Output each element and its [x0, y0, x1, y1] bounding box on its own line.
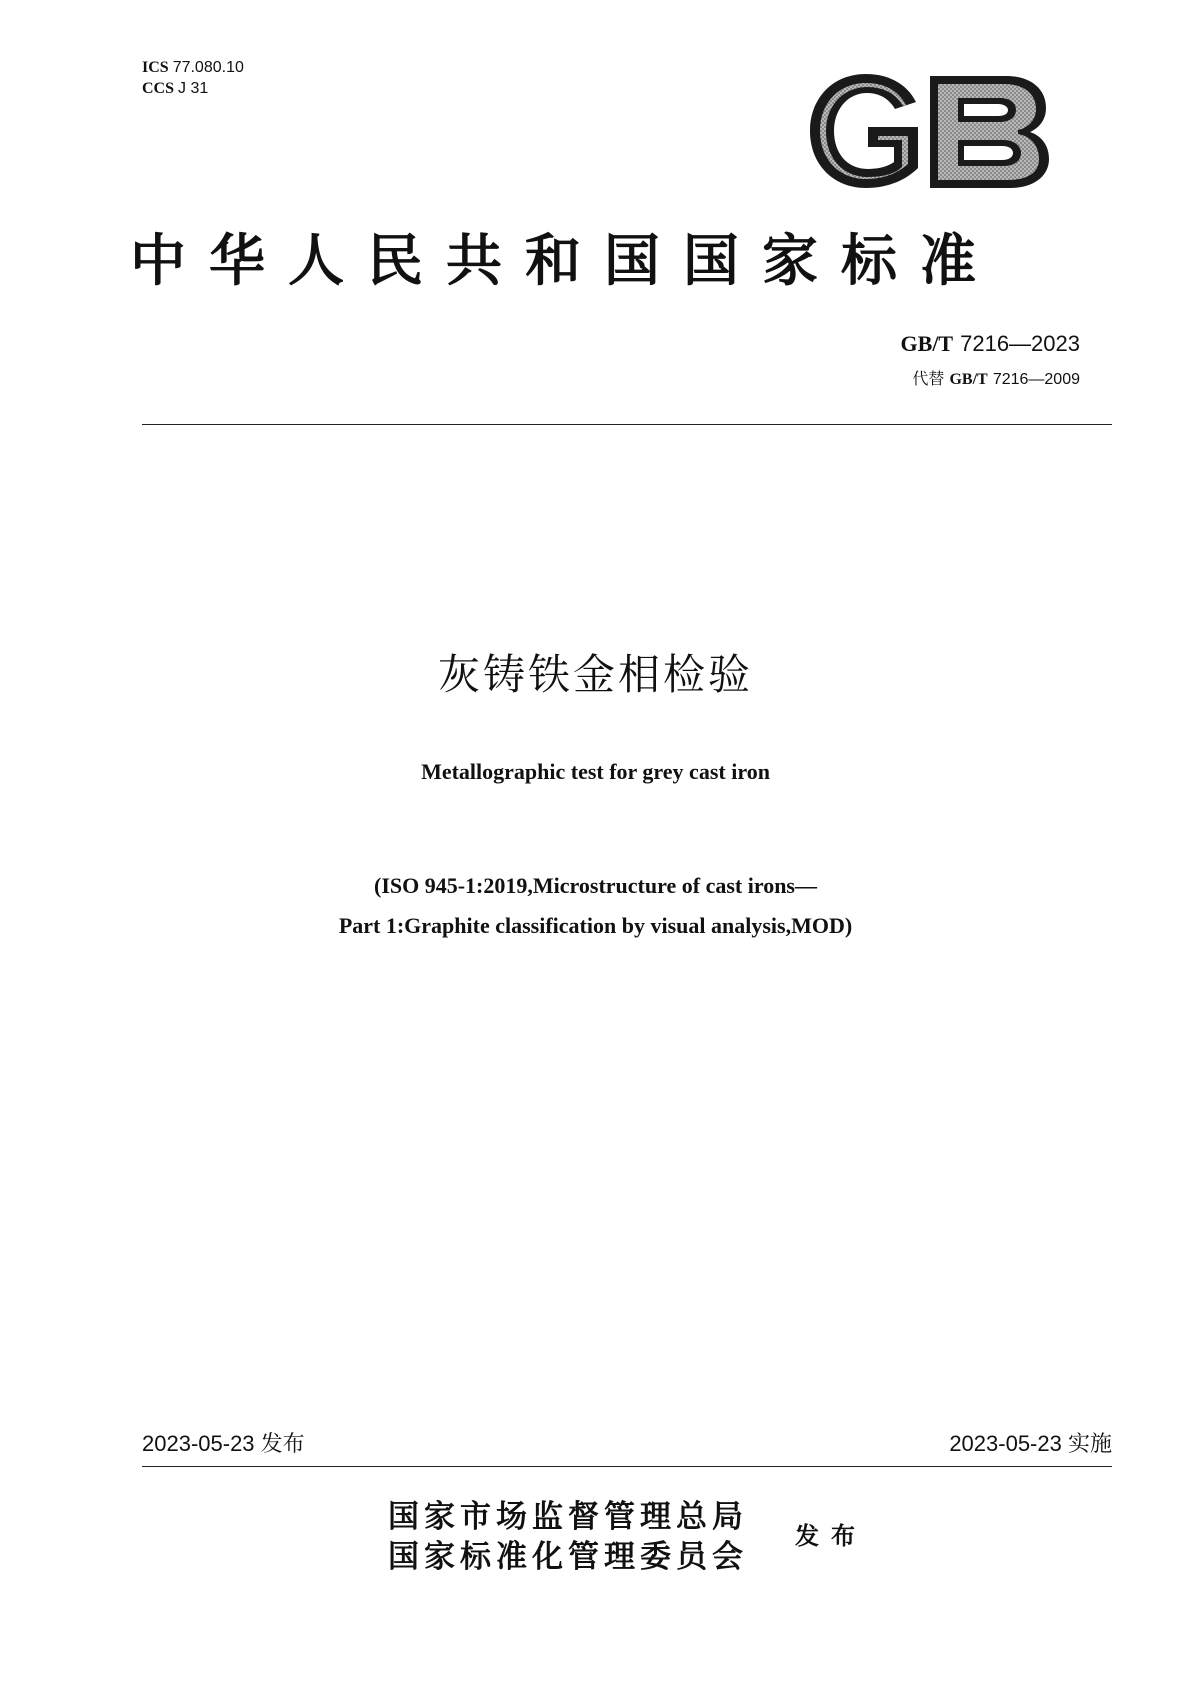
implement-date [949, 1428, 1112, 1461]
gb-logo [806, 72, 1052, 190]
issue-date-value: 2023-05-23 [142, 1431, 255, 1456]
ccs-line [142, 78, 244, 99]
issuer-sac: 国家标准化管理委员会 [388, 1539, 748, 1575]
iso-reference [0, 866, 1191, 946]
top-divider [142, 424, 1112, 425]
ics-label: ICS [142, 59, 169, 76]
title-english: Metallographic test for grey cast iron [421, 759, 770, 784]
issue-word: 发布 [795, 1521, 867, 1550]
standard-code: GB/T [900, 331, 954, 356]
implement-date-label: 实施 [1067, 1432, 1112, 1457]
ics-line [142, 57, 244, 78]
replaces-code: GB/T [949, 371, 988, 388]
title-chinese: 灰铸铁金相检验 [437, 650, 753, 699]
issue-date-label: 发布 [260, 1432, 305, 1457]
standard-number-value: 7216—2023 [960, 331, 1080, 356]
replaces-number: 7216—2009 [992, 371, 1080, 388]
classification-codes [142, 57, 244, 99]
national-standard-heading: 中华人民共和国国家标准 [130, 228, 999, 294]
implement-date-value: 2023-05-23 [949, 1431, 1062, 1456]
gb-logo-b-letter [930, 76, 1049, 188]
ics-value: 77.080.10 [172, 59, 244, 76]
bottom-divider [142, 1466, 1112, 1467]
standard-number [901, 330, 1080, 359]
iso-reference-line-2: Part 1:Graphite classification by visual analysis,MOD) [338, 913, 853, 938]
replaces-standard [912, 368, 1080, 391]
ccs-value: J 31 [178, 80, 209, 97]
ccs-label: CCS [142, 80, 175, 97]
issuing-organizations [388, 1497, 748, 1577]
date-row [142, 1428, 1112, 1460]
iso-reference-line-1: (ISO 945-1:2019,Microstructure of cast irons— [374, 873, 817, 898]
issuer-samr: 国家市场监督管理总局 [388, 1499, 748, 1535]
issue-date [142, 1428, 305, 1461]
replaces-label: 代替 [912, 369, 945, 388]
gb-logo-g-letter [810, 74, 918, 188]
